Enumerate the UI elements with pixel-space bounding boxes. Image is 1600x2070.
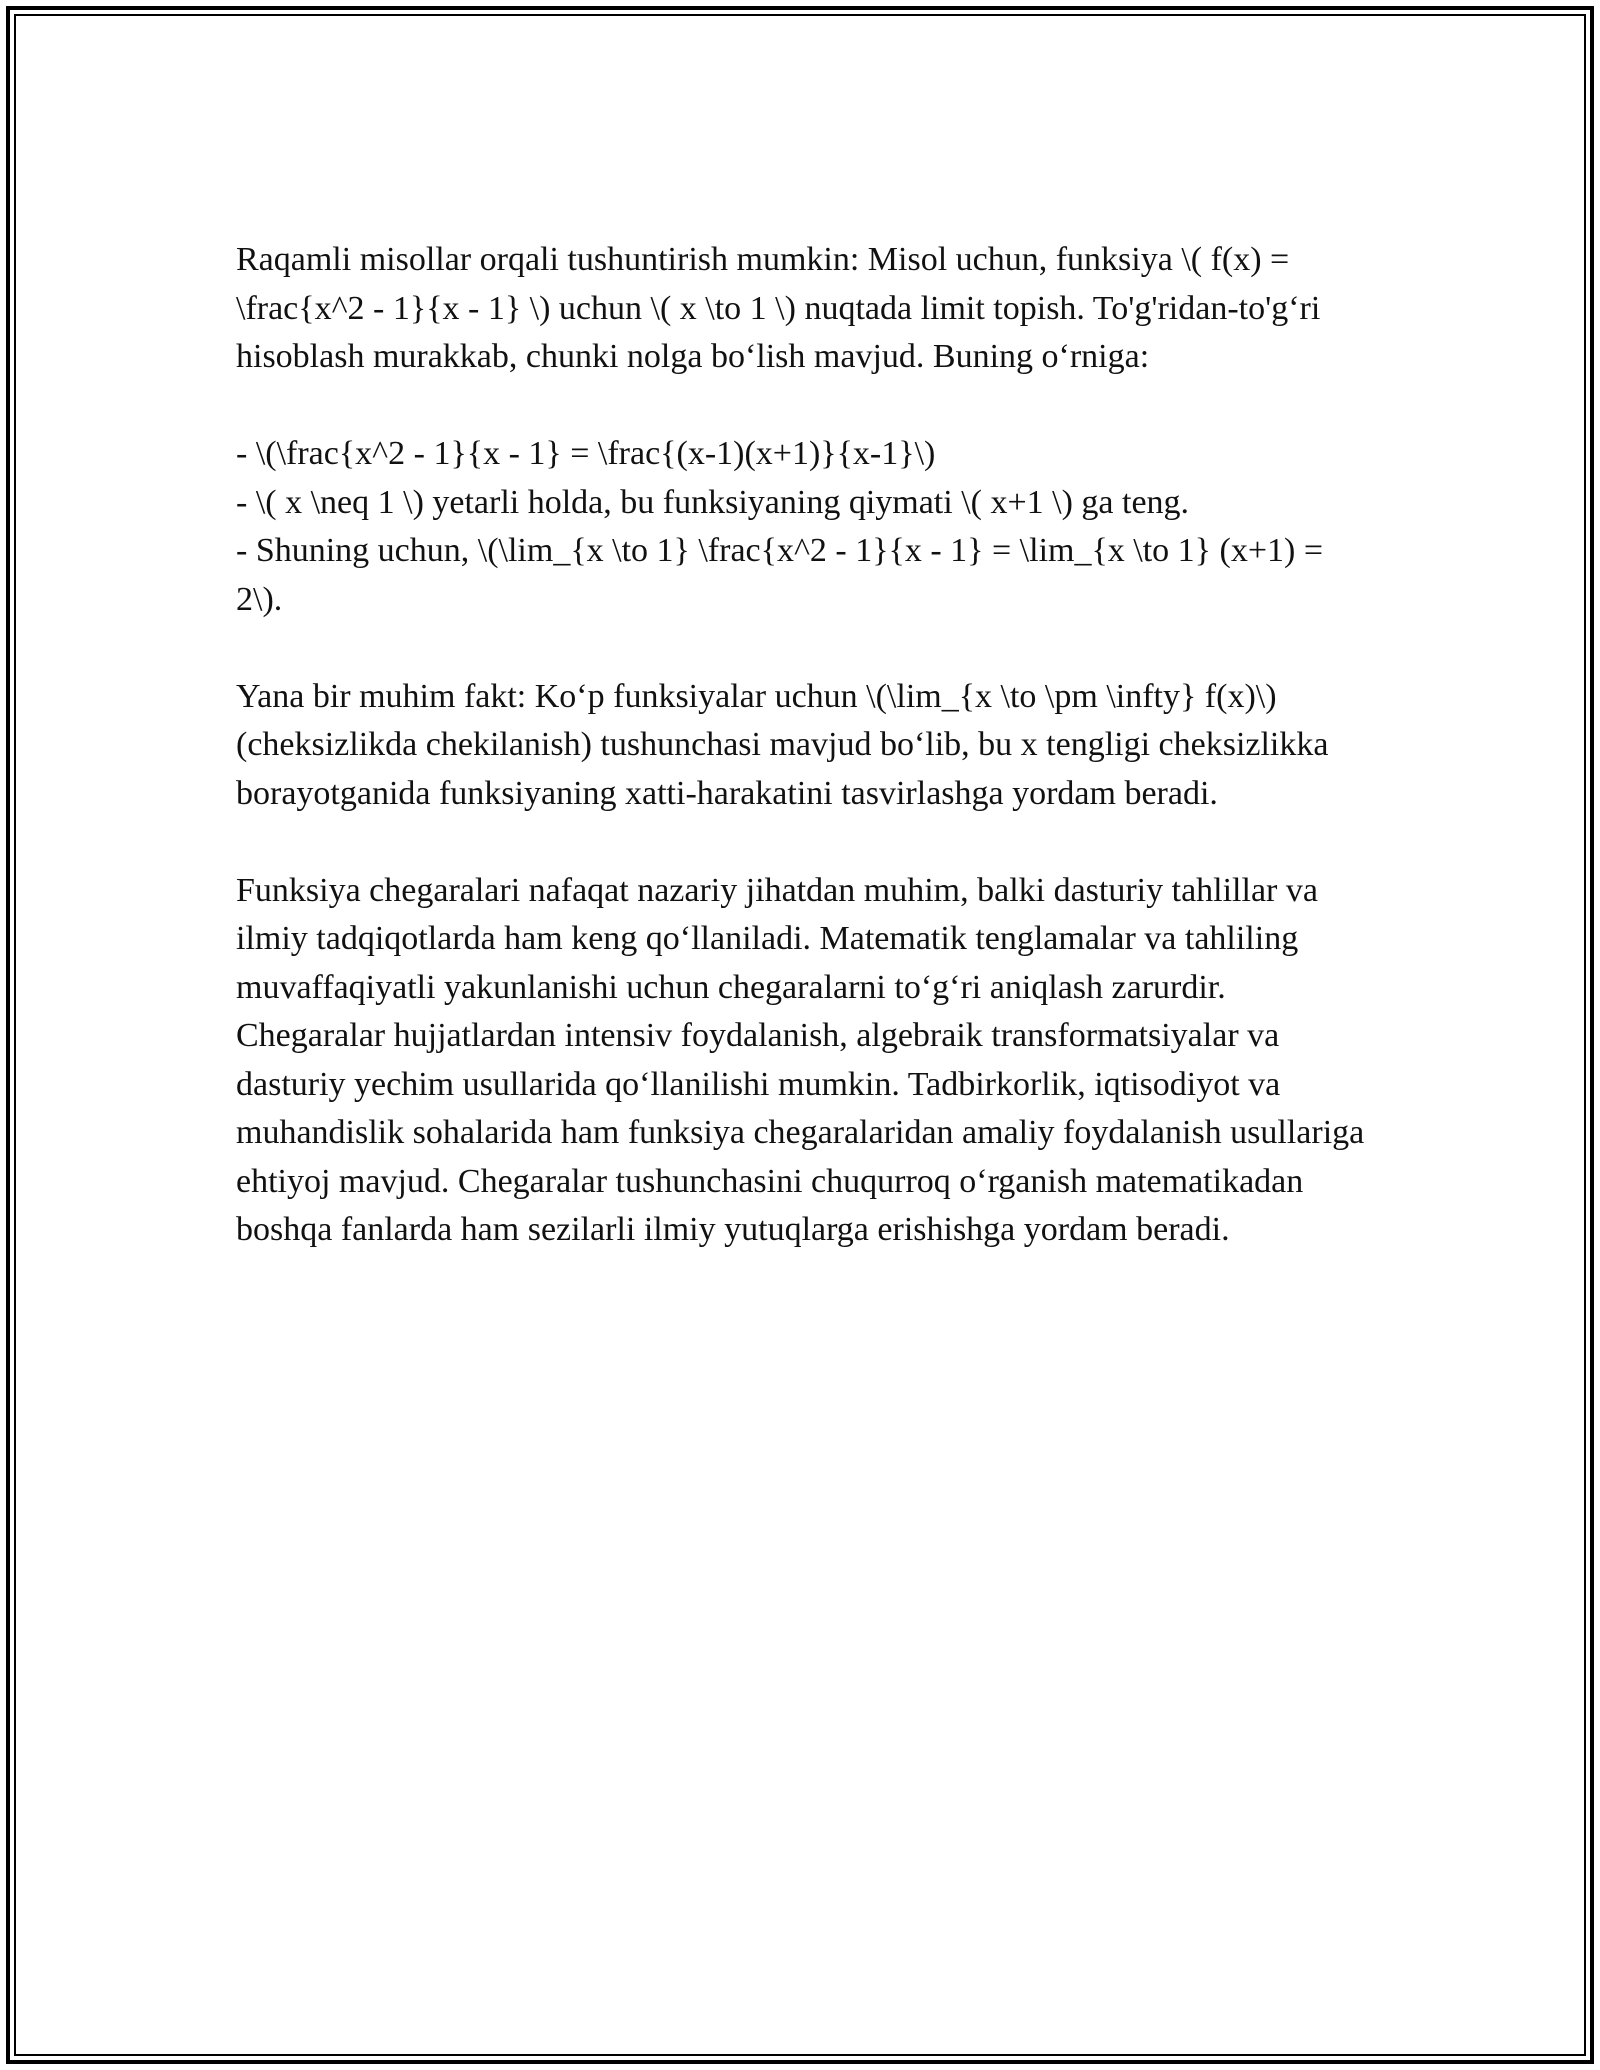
paragraph-spacer xyxy=(236,624,1366,673)
paragraph-infinity-limit: Yana bir muhim fakt: Ko‘p funksiyalar uchun \(\lim_{x \to \pm \infty} f(x)\) (cheksizlikda chekilanish) tushunchasi mavjud bo‘lib, bu x tengligi cheksizlikka borayotganida funksiyaning xatti-harakatini tasvirlashga yordam beradi. xyxy=(236,677,1329,812)
paragraph-intro: Raqamli misollar orqali tushuntirish mumkin: Misol uchun, funksiya \( f(x) = \frac{x^2 - 1}{x - 1} \) uchun \( x \to 1 \) nuqtada limit topish. To'g'ridan-to'g‘ri hisoblash murakkab, chunki nolga bo‘lish mavjud. Buning o‘rniga: xyxy=(236,241,1321,375)
list-item: - \( x \neq 1 \) yetarli holda, bu funksiyaning qiymati \( x+1 \) ga teng. xyxy=(236,483,1190,521)
list-item: - Shuning uchun, \(\lim_{x \to 1} \frac{x^2 - 1}{x - 1} = \lim_{x \to 1} (x+1) = 2\). xyxy=(236,532,1323,618)
list-item: - \(\frac{x^2 - 1}{x - 1} = \frac{(x-1)(x+1)}{x-1}\) xyxy=(236,435,936,472)
paragraph-spacer xyxy=(236,818,1366,867)
paragraph-spacer xyxy=(236,382,1366,431)
paragraph-applications: Funksiya chegaralari nafaqat nazariy jihatdan muhim, balki dasturiy tahlillar va ilmiy tadqiqotlarda ham keng qo‘llaniladi. Matematik tenglamalar va tahliling muvaffaqiyatli yakunlanishi uchun chegaralarni to‘g‘ri aniqlash zarurdir. Chegaralar hujjatlardan intensiv foydalanish, algebraik transformatsiyalar va dasturiy yechim usullarida qo‘llanilishi mumkin. Tadbirkorlik, iqtisodiyot va muhandislik sohalarida ham funksiya chegaralaridan amaliy foydalanish usullariga ehtiyoj mavjud. Chegaralar tushunchasini chuqurroq o‘rganish matematikadan boshqa fanlarda ham sezilarli ilmiy yutuqlarga erishishga yordam beradi. xyxy=(236,871,1365,1248)
document-body xyxy=(236,236,1366,1255)
